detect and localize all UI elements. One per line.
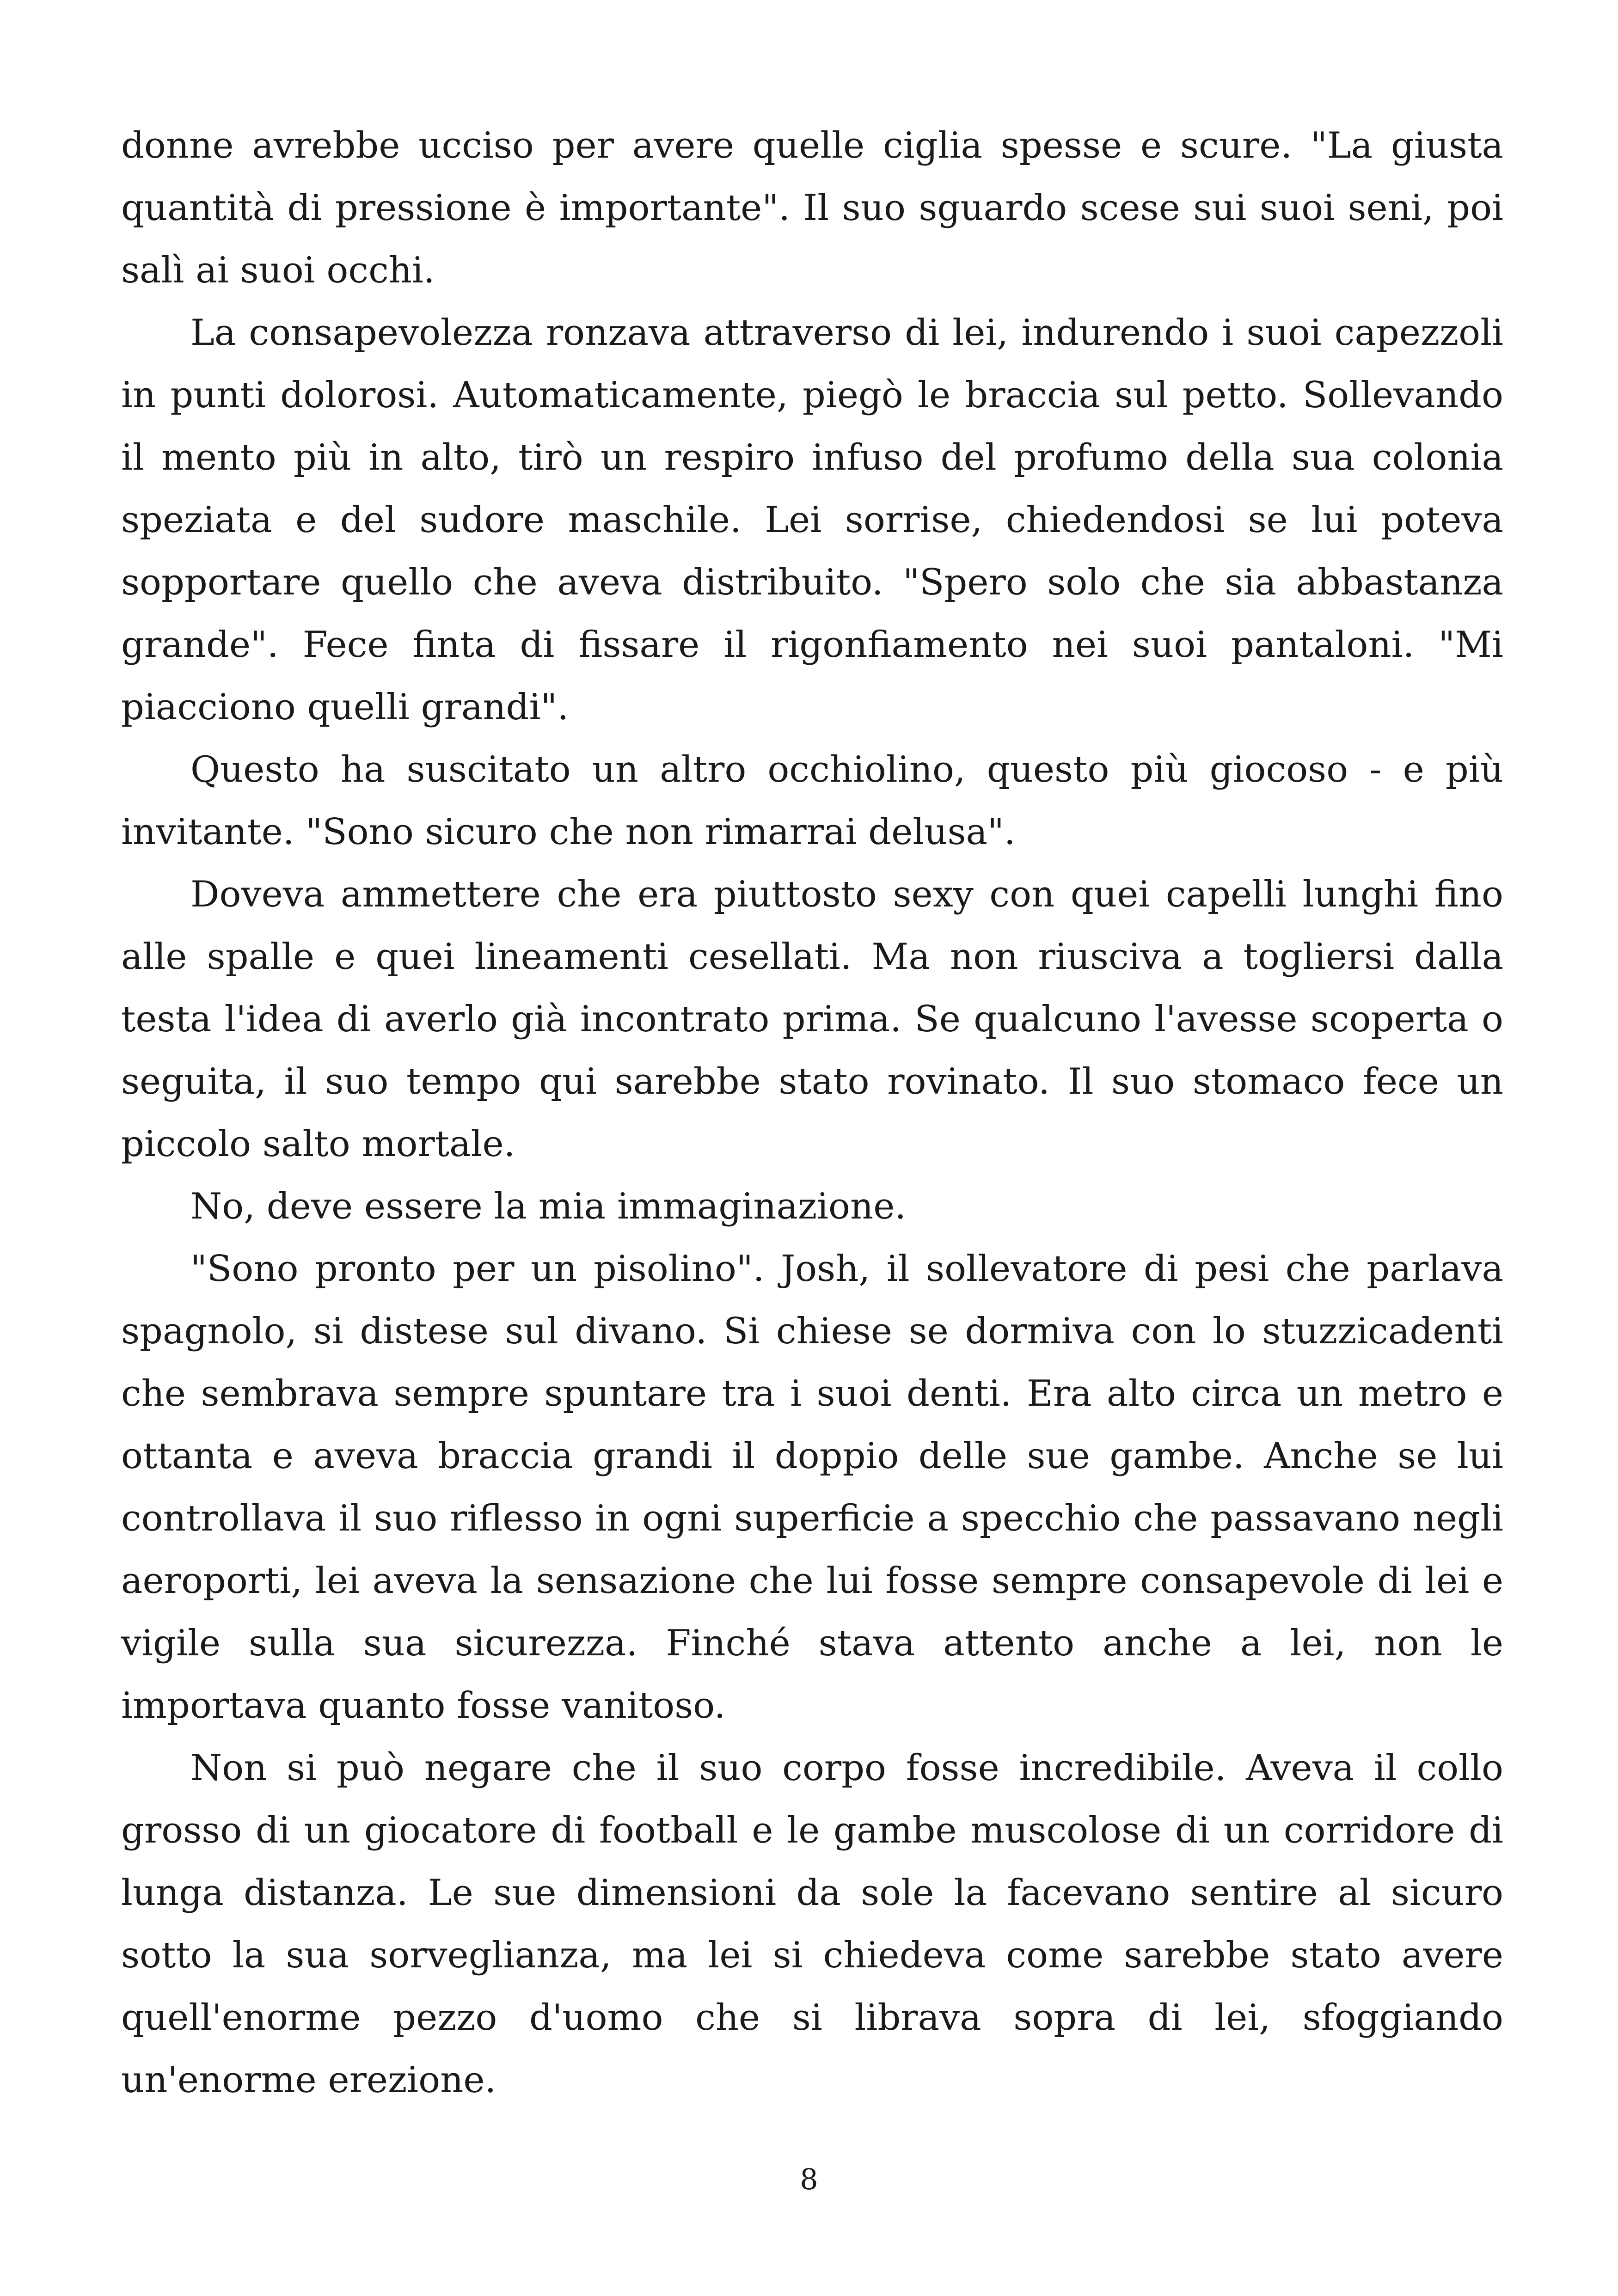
body-text: [121, 115, 1503, 2112]
paragraph: Doveva ammettere che era piuttosto sexy con quei capelli lunghi fino alle spalle e quei lineamenti cesellati. Ma non riusciva a togliersi dalla testa l'idea di averlo già incontrato prima. Se qualcuno l'avesse scoperta o seguita, il suo tempo qui sarebbe stato rovinato. Il suo stomaco fece un piccolo salto mortale.: [121, 874, 1503, 1165]
paragraph: Non si può negare che il suo corpo fosse incredibile. Aveva il collo grosso di un giocatore di football e le gambe muscolose di un corridore di lunga distanza. Le sue dimensioni da sole la facevano sentire al sicuro sotto la sua sorveglianza, ma lei si chiedeva come sarebbe stato avere quell'enorme pezzo d'uomo che si librava sopra di lei, sfoggiando un'enorme erezione.: [121, 1747, 1503, 2101]
page-number: 8: [800, 2162, 818, 2196]
paragraph-continuation: donne avrebbe ucciso per avere quelle ciglia spesse e scure. "La giusta quantità di pressione è importante". Il suo sguardo scese sui suoi seni, poi salì ai suoi occhi.: [121, 125, 1503, 291]
paragraph: "Sono pronto per un pisolino". Josh, il sollevatore di pesi che parlava spagnolo, si distese sul divano. Si chiese se dormiva con lo stuzzicadenti che sembrava sempre spuntare tra i suoi denti. Era alto circa un metro e ottanta e aveva braccia grandi il doppio delle sue gambe. Anche se lui controllava il suo riflesso in ogni superficie a specchio che passavano negli aeroporti, lei aveva la sensazione che lui fosse sempre consapevole di lei e vigile sulla sua sicurezza. Finché stava attento anche a lei, non le importava quanto fosse vanitoso.: [121, 1248, 1503, 1727]
paragraph: No, deve essere la mia immaginazione.: [190, 1186, 907, 1227]
paragraph: Questo ha suscitato un altro occhiolino, questo più giocoso - e più invitante. "Sono sicuro che non rimarrai delusa".: [121, 749, 1503, 853]
paragraph: La consapevolezza ronzava attraverso di lei, indurendo i suoi capezzoli in punti dolorosi. Automaticamente, piegò le braccia sul petto. Sollevando il mento più in alto, tirò un respiro infuso del profumo della sua colonia speziata e del sudore maschile. Lei sorrise, chiedendosi se lui poteva sopportare quello che aveva distribuito. "Spero solo che sia abbastanza grande". Fece finta di fissare il rigonfiamento nei suoi pantaloni. "Mi piacciono quelli grandi".: [121, 312, 1503, 728]
